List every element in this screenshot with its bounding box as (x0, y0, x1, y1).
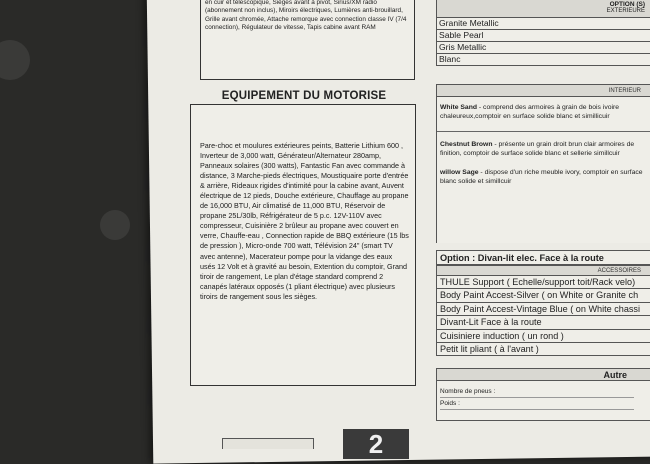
exterior-colors-list (436, 18, 650, 66)
options-header (436, 0, 650, 18)
interior-option-name: willow Sage (440, 169, 479, 176)
option-divan-line: Option : Divan-lit elec. Face à la route (436, 250, 650, 265)
interior-options-box (436, 97, 650, 243)
equipment-box (190, 104, 416, 386)
exterior-header: EXTERIEURE (606, 8, 645, 14)
options-title: OPTION (S) (609, 1, 645, 8)
interior-option-desc: - dispose d'un riche meuble ivory, comptoir en surface blanc solide et simillcuir (440, 169, 643, 185)
divider (437, 131, 650, 132)
accessory-item: THULE Support ( Echelle/support toit/Rack velo) (436, 276, 650, 289)
exterior-color-item: Blanc (436, 54, 650, 66)
autre-header: Autre (436, 368, 650, 381)
accessory-item: Petit lit pliant ( à l'avant ) (436, 343, 650, 356)
exterior-color-item: Sable Pearl (436, 30, 650, 42)
weight-field: Poids : (440, 398, 634, 410)
interior-option-chestnut-brown (440, 140, 650, 158)
page-number: 2 (343, 429, 409, 459)
equipment-title: EQUIPEMENT DU MOTORISE (221, 90, 387, 102)
vehicle-features-box (200, 0, 415, 80)
interior-header: INTERIEUR (436, 84, 650, 97)
accessory-item: Body Paint Accest-Vintage Blue ( on White chassi (436, 303, 650, 316)
interior-option-desc: - comprend des armoires à grain de bois ivoire chaleureux,comptoir en surface solide blanc et simillicuir (440, 104, 620, 120)
bottom-box-edge (222, 438, 314, 449)
exterior-color-item: Granite Metallic (436, 18, 650, 30)
autre-box (436, 381, 650, 421)
accessory-item: Body Paint Accest-Silver ( on White or Granite ch (436, 289, 650, 302)
accessories-list (436, 276, 650, 356)
accessory-item: Cuisiniere induction ( un rond ) (436, 330, 650, 343)
interior-option-name: White Sand (440, 104, 478, 111)
interior-option-desc: - présente un grain droit brun clair armoires de finition, comptoir de surface solide blanc et sellerie simillcuir (440, 141, 635, 157)
exterior-color-item: Gris Metallic (436, 42, 650, 54)
desk-background (0, 40, 30, 80)
desk-background (100, 210, 130, 240)
interior-option-name: Chestnut Brown (440, 141, 493, 148)
accessories-header: ACCESSOIRES (436, 265, 650, 276)
tire-count-field: Nombre de pneus : (440, 386, 634, 398)
interior-option-white-sand (440, 103, 650, 121)
interior-option-willow-sage (440, 168, 650, 186)
vehicle-features-text: en cuir et télescopique, Sièges avant à pivot, Sirius/XM radio (abonnement non inclus), Miroirs électriques, Lumières anti-brouillard, Grille avant chromée, Attache remorque avec connection classe IV (7/4 connection), Régulateur de vitesse, Tapis cabine avant RAM (205, 0, 407, 31)
equipment-text: Pare-choc et moulures extérieures peints, Batterie Lithium 600 , Inverteur de 3,000 watt, Générateur/Alternateur 280amp, Panneaux solaires (300 watts), Fantastic Fan avec commande à distance, 3 Marche-pieds électriques, Moustiquaire porte d'entrée & arrière, Rideaux rigides d'intimité pour la cabine avant, Auvent électrique de 12 pieds, Douche extérieure, Chauffage au propane de 16,000 BTU, Air climatisé de 11,000 BTU, Réservoir de propane 25L/30lb, Réfrigérateur de 5 p.c. 12V-110V avec compresseur, Cuisinière 2 brûleur au propane avec couvert en verre, Chauffe-eau , Connection rapide de BBQ extérieure (15 lbs de pression ), Micro-onde 700 watt, Télévision 24" (smart TV avec antenne), Macerateur pompe pour la vidange des eaux usés 12 Volt et à gravité au besoin, Extention du comptoir, Grand tiroir de rangement, Le plan d'étage standard comprend 2 canapés latéraux opposés (1 pliant électrique) avec plusieurs tiroirs de rangement sous les sièges. (200, 141, 409, 301)
accessory-item: Divant-Lit Face à la route (436, 316, 650, 329)
